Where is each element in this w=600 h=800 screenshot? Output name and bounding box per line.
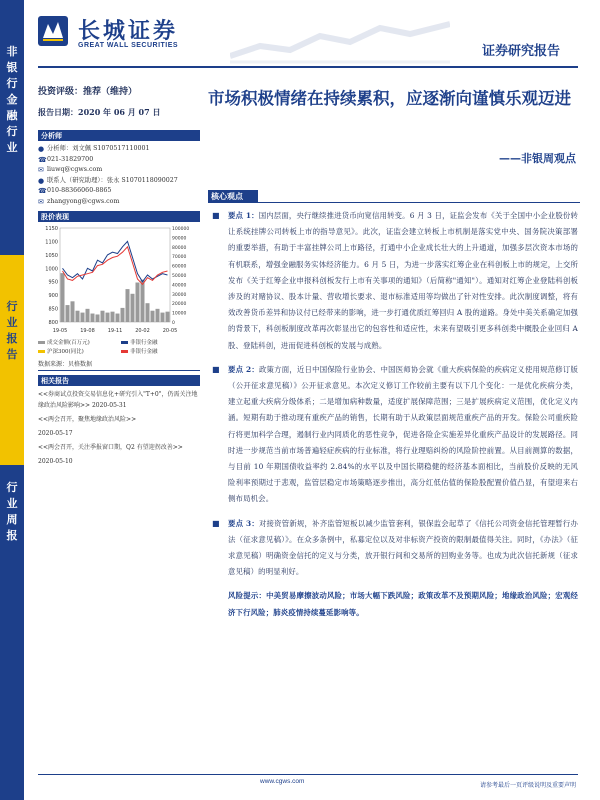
y-right-tick-label: 80000 [172, 245, 187, 251]
bullet-icon: ■ [212, 518, 220, 528]
report-subtitle: ——非银周观点 [499, 152, 576, 165]
analyst-heading: 分析师 [38, 130, 200, 141]
y-left-tick-label: 1150 [45, 226, 58, 232]
key-point-1-text: 国内层面，央行继续推进货币向宽信用转变。6 月 3 日，证监会发布《关于全国中小企业股份转让系统挂牌公司转板上市的指导意见》。此次，证监会建立转板上市机制是落实党中央、国务院决策部署的重要举措，有助于丰富挂牌公司上市路径，打通中小企业成长壮大的上升通道，加强多层次资本市场的有机联系，增强金融服务实体经济能力。6 月 5 日，为进一步落实红筹企业在科创板上市的规定，上交所发布《关于红筹企业申报科创板发行上市有关事项的通知》（后简称"通知"）。通知对红筹企业登陆科创板涉及的对赌协议、股本计量、营收增长要求、退市标准适用等均做出了针对性安排。此次制度调整，将有效改善货币差异和协议付已经带来的影响，进一步打通优质红筹回归 A 股的道路。身处中美关系确定加强的背景下，科创板制度改革再次彰显出它的包容性和适应性，未来有望吸引更多科创类中概股企业回归 A 股、登陆科创，进而促进科创板的发展与成熟。 [228, 211, 578, 350]
volume-bar [151, 311, 155, 322]
related-report-item[interactable]: <<两会召开，关注季报窗口期，Q2 有望迎拐改善>> [38, 444, 183, 451]
y-left-tick-label: 1050 [45, 252, 58, 259]
chart-heading: 股价表现 [38, 211, 200, 222]
volume-bar [126, 289, 130, 322]
report-title: 市场积极情绪在持续累积，应逐渐向谨慎乐观迈进 [208, 89, 571, 108]
mail-icon: ✉ [38, 197, 44, 206]
investment-rating: 投资评级：推荐（维持） [38, 87, 138, 97]
legend-swatch [121, 350, 128, 353]
analyst-line [38, 165, 200, 176]
chart-source: 数据来源：贝格数据 [38, 359, 200, 371]
volume-bar [66, 305, 70, 322]
legend-swatch [38, 350, 45, 353]
volume-bar [131, 294, 135, 322]
analyst-line-text: 010-88366060-8865 [47, 187, 112, 194]
bullet-icon: ■ [212, 211, 220, 220]
strip-industry-text: 非 银 行 金 融 行 业 [6, 45, 18, 154]
legend-label: 非银行金融 [130, 340, 158, 346]
related-report-item[interactable]: 2020-05-10 [38, 458, 73, 465]
y-left-tick-label: 1100 [45, 239, 58, 246]
volume-bar [86, 309, 90, 322]
header-divider [38, 66, 578, 68]
analyst-line-text: 联系人（研究助理）：张永 S1070118090027 [47, 176, 178, 184]
report-date: 报告日期：2020 年 06 月 07 日 [38, 107, 161, 117]
legend-swatch [121, 341, 128, 344]
volume-bar [111, 312, 115, 322]
analyst-line [38, 197, 200, 208]
y-right-tick-label: 10000 [172, 311, 187, 317]
volume-bar [161, 313, 165, 322]
key-point-2 [210, 362, 578, 508]
legend-label: 非银行金融 [130, 349, 158, 355]
y-right-tick-label: 20000 [172, 302, 187, 308]
legend-label: 沪深300(同比) [47, 349, 84, 355]
volume-bar [141, 280, 145, 322]
legend-swatch [38, 341, 45, 344]
legend-item [38, 338, 117, 346]
legend-label: 成交金额(百万元) [47, 340, 90, 346]
side-strip [0, 0, 24, 800]
volume-bar [121, 308, 125, 322]
y-right-tick-label: 60000 [172, 264, 187, 270]
x-tick-label: 19-08 [80, 328, 95, 334]
y-left-tick-label: 900 [48, 293, 58, 300]
phone-icon: ☎ [38, 155, 47, 164]
y-right-tick-label: 50000 [172, 274, 187, 279]
y-right-tick-label: 40000 [172, 283, 187, 289]
volume-bar [146, 303, 150, 322]
core-view-divider [208, 202, 580, 203]
core-view-header [208, 190, 580, 203]
y-left-tick-label: 950 [48, 279, 58, 286]
y-right-tick-label: 30000 [172, 292, 187, 298]
volume-bar [81, 313, 85, 322]
price-chart-svg [38, 224, 200, 336]
volume-bar [106, 313, 110, 322]
x-tick-label: 19-11 [107, 328, 123, 334]
key-point-3-text: 对接资管新规，补齐监管短板以减少监管套利，银保监会起草了《信托公司资金信托管理暂行办法（征求意见稿）》。在众多条例中，私募定位以及对非标资产投资的限制最值得关注。同时，《办法》（征求意见稿）明确资金信托的定义与分类，放开银行间和交易所的回购业务等。也成为此次信托新规（征求意见稿）的明显利好。 [228, 518, 579, 577]
analyst-line-text: 021-31829700 [47, 155, 94, 163]
strip-industry [0, 40, 24, 240]
core-view-label: 核心观点 [208, 190, 258, 203]
volume-bar [76, 311, 80, 322]
key-point-2-lead: 要点 2： [228, 364, 259, 374]
key-point-2-text: 政策方面，近日中国保险行业协会、中国医师协会就《重大疾病保险的疾病定义使用规范修订版（公开征求意见稿）》公开征求意见。本次定义修订工作较前主要有以下几个变化：一是优化疾病分类，建立起重大疾病分级体系；二是增加病种数量，适度扩展保障范围；三是扩展疾病定义范围，优化定义内涵。短期有助于推动现有重疾产品的销售，长期有助于从政策层面规范重疾产品的开发。保险公司重疾险行将更加科学合理，遏制行业内同质化的恶性竞争，促进各险企实施差异化重疾产品设计的发展路径。同时进一步规范当前市场普遍轻症疾病的行业标准，将行业理赔纠纷的风险阶控前置。从目前测算的数据，与目前 10 年期国债收益率约 2.84%的水平以及中国长期稳健的经济基本面相比，当前股价反映的无风险利率预期过于悲观，监管层稳定市场策略逐步推出，高分红低估值的保险股配置价值凸显，有望迎来右侧布局机会。 [228, 364, 579, 504]
risk-lead: 风险提示： [228, 591, 267, 601]
strip-weekly [0, 470, 24, 800]
x-tick-label: 20-05 [162, 328, 178, 334]
y-right-tick-label: 0 [172, 321, 175, 326]
volume-bar [101, 311, 105, 322]
footer-disclaimer: 请参考最后一页评级说明及重要声明 [479, 782, 576, 789]
volume-bar [96, 314, 100, 322]
related-reports [38, 386, 200, 467]
analyst-line-text[interactable]: zhangyong@cgws.com [47, 197, 120, 205]
y-left-tick-label: 850 [48, 306, 58, 313]
strip-weekly-text: 行 业 周 报 [6, 481, 18, 542]
key-point-1-lead: 要点 1： [228, 211, 259, 220]
analyst-line [38, 144, 200, 155]
risk-warning [210, 588, 578, 620]
key-point-1 [210, 208, 578, 354]
strip-report [0, 255, 24, 465]
logo-mark-icon [38, 16, 68, 46]
x-tick-label: 20-02 [135, 328, 150, 334]
logo-chinese: 长城证券 [78, 19, 179, 44]
related-report-item[interactable]: 2020-05-17 [38, 430, 73, 437]
legend-item [121, 347, 200, 355]
volume-bar [91, 314, 95, 322]
strip-report-text: 行 业 报 告 [6, 300, 18, 361]
page-header [0, 0, 600, 70]
key-point-3-lead: 要点 3： [228, 518, 259, 528]
analyst-line [38, 155, 200, 166]
y-left-tick-label: 800 [48, 320, 58, 326]
chart-legend [38, 338, 200, 355]
related-report-item[interactable]: <<券商试点投资交易信息化+研究引入"T+0"，仍需关注地缘政治风险影响>> 2020-05-31 [38, 391, 198, 409]
logo-english: GREAT WALL SECURITIES [78, 42, 179, 49]
report-type-label: 证券研究报告 [481, 44, 560, 59]
risk-text: 中美贸易摩擦波动风险；市场大幅下跌风险；政策改革不及预期风险；地缘政治风险；宏观经济下行风险；肺炎疫情持续蔓延影响等。 [228, 591, 578, 617]
volume-bar [116, 314, 120, 322]
analyst-line-text: 分析师：刘文佩 S1070517110001 [47, 145, 150, 152]
footer-url[interactable]: www.cgws.com [260, 778, 305, 785]
y-left-tick-label: 1000 [45, 266, 58, 273]
y-right-tick-label: 100000 [172, 227, 190, 232]
company-logo [38, 12, 218, 58]
volume-bar [166, 312, 170, 322]
legend-item [121, 338, 200, 346]
mail-icon: ✉ [38, 166, 44, 174]
core-view-body [210, 208, 578, 621]
volume-bar [136, 283, 140, 322]
key-point-3 [210, 516, 578, 581]
volume-bar [71, 301, 75, 322]
legend-item [38, 347, 117, 355]
x-tick-label: 19-05 [52, 328, 68, 334]
great-wall-watermark [230, 6, 450, 64]
price-chart [38, 224, 200, 336]
phone-icon: ☎ [38, 187, 47, 195]
analyst-line [38, 186, 200, 197]
volume-bar [61, 273, 65, 322]
y-right-tick-label: 90000 [172, 236, 187, 242]
left-column [38, 84, 200, 470]
analyst-line [38, 176, 200, 187]
analyst-info [38, 141, 200, 207]
footer-divider [38, 774, 578, 775]
related-heading: 相关报告 [38, 375, 200, 386]
volume-bar [156, 309, 160, 322]
person-icon: ● [38, 176, 45, 185]
analyst-line-text[interactable]: liuwq@cgws.com [47, 166, 103, 173]
bullet-icon: ■ [212, 364, 220, 374]
y-right-tick-label: 70000 [172, 255, 187, 261]
related-report-item[interactable]: <<两会召开，聚焦地缘政治风险>> [38, 416, 137, 423]
person-icon: ● [38, 145, 45, 153]
